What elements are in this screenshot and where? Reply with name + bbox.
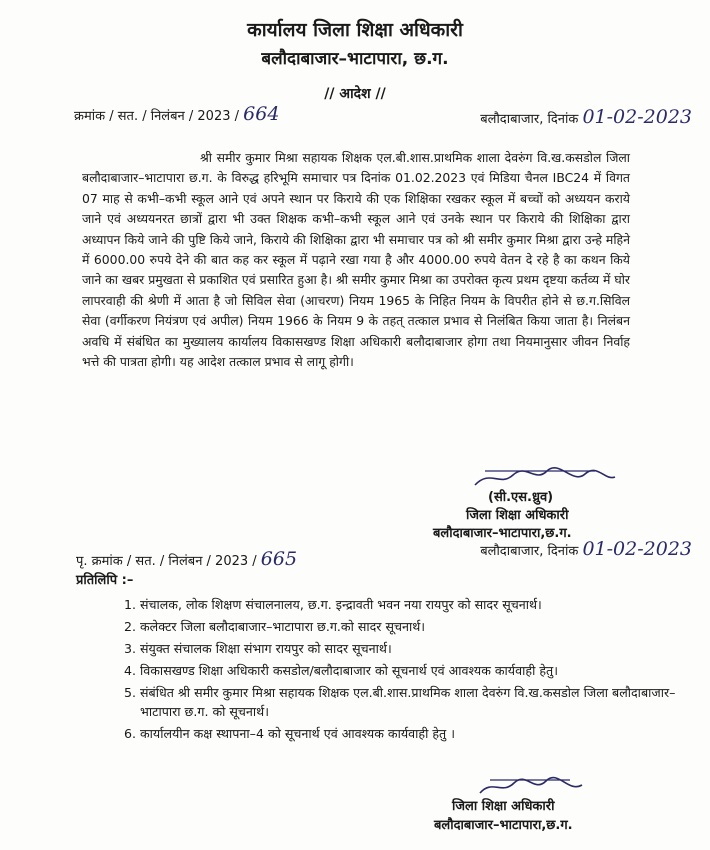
order-date-line [480, 106, 692, 128]
copy-list [100, 595, 680, 746]
signatory-district: बलौदाबाजार–भाटापारा,छ.ग. [433, 526, 572, 541]
office-title: कार्यालय जिला शिक्षा अधिकारी [247, 19, 463, 41]
signatory-district-2: बलौदाबाजार–भाटापारा,छ.ग. [434, 818, 573, 833]
order-title: // आदेश // [324, 86, 386, 102]
signatory-title: जिला शिक्षा अधिकारी [466, 508, 569, 523]
list-item: 4. विकासखण्ड शिक्षा अधिकारी कसडोल/बलौदाबाजार को सूचनार्थ एवं आवश्यक कार्यवाही हेतु। [140, 661, 680, 680]
order-reference [74, 103, 279, 125]
copy-date-prefix: बलौदाबाजार, दिनांक [480, 544, 579, 559]
copy-date-line [480, 538, 692, 560]
order-number: 664 [243, 103, 280, 125]
list-item: 3. संयुक्त संचालक शिक्षा संभाग रायपुर को सादर सूचनार्थ। [140, 639, 680, 658]
copy-reference-prefix: पृ. क्रमांक / सत. / निलंबन / 2023 / [76, 554, 257, 569]
copy-date: 01-02-2023 [582, 538, 692, 560]
order-date-prefix: बलौदाबाजार, दिनांक [480, 112, 579, 127]
order-reference-prefix: क्रमांक / सत. / निलंबन / 2023 / [74, 109, 240, 124]
district-title: बलौदाबाजार–भाटापारा, छ.ग. [261, 49, 449, 69]
signatory-name: (सी.एस.ध्रुव) [488, 490, 554, 505]
copy-reference [76, 548, 297, 570]
copy-number: 665 [260, 548, 298, 570]
order-date: 01-02-2023 [582, 106, 692, 128]
copy-heading: प्रतिलिपि :– [76, 573, 134, 588]
signatory-title-2: जिला शिक्षा अधिकारी [452, 799, 555, 814]
list-item: 2. कलेक्टर जिला बलौदाबाजार–भाटापारा छ.ग.को सादर सूचनार्थ। [140, 617, 680, 636]
list-item: 5. संबंधित श्री समीर कुमार मिश्रा सहायक शिक्षक एल.बी.शास.प्राथमिक शाला देवरुंग वि.ख.कसडोल जिला बलौदाबाजार–भाटापारा छ.ग. को सूचनार्थ। [140, 683, 680, 721]
list-item: 1. संचालक, लोक शिक्षण संचालनालय, छ.ग. इन्द्रावती भवन नया रायपुर को सादर सूचनार्थ। [140, 595, 680, 614]
list-item: 6. कार्यालयीन कक्ष स्थापना–4 को सूचनार्थ एवं आवश्यक कार्यवाही हेतु । [140, 724, 680, 743]
order-body: श्री समीर कुमार मिश्रा सहायक शिक्षक एल.बी.शास.प्राथमिक शाला देवरुंग वि.ख.कसडोल जिला बलौदाबाजार–भाटापारा छ.ग. के विरुद्ध हरिभूमि समाचार पत्र दिनांक 01.02.2023 एवं मिडिया चैनल IBC24 में विगत 07 माह से कभी–कभी स्कूल आने एवं अपने स्थान पर किराये की एक शिक्षिका रखकर स्कूल में बच्चों को अध्ययन कराये जाने एवं अध्ययनरत छात्रों द्वारा भी उक्त शिक्षक कभी–कभी स्कूल आने एवं उनके स्थान पर किराये की शिक्षिका द्वारा अध्यापन किये जाने की पुष्टि किये जाने, किराये की शिक्षिका द्वारा भी समाचार पत्र को श्री समीर कुमार मिश्रा द्वारा उन्हे महिने में 6000.00 रुपये देने की बात कह कर स्कूल में पढ़ाने रखा गया है और 4000.00 रुपये वेतन दे रहे है का कथन किये जाने का खबर प्रमुखता से प्रकाशित एवं प्रसारित हुआ है। श्री समीर कुमार मिश्रा का उपरोक्त कृत्य प्रथम दृष्टया कर्तव्य में घोर लापरवाही की श्रेणी में आता है जो सिविल सेवा (आचरण) नियम 1965 के निहित नियम के विपरीत होने से छ.ग.सिविल सेवा (वर्गीकरण नियंत्रण एवं अपील) नियम 1966 के नियम 9 के तहत् तत्काल प्रभाव से निलंबित किया जाता है। निलंबन अवधि में संबंधित का मुख्यालय कार्यालय विकासखण्ड शिक्षा अधिकारी बलौदाबाजार होगा तथा नियमानुसार जीवन निर्वाह भत्ते की पात्रता होगी। यह आदेश तत्काल प्रभाव से लागू होगी। [82, 150, 630, 370]
